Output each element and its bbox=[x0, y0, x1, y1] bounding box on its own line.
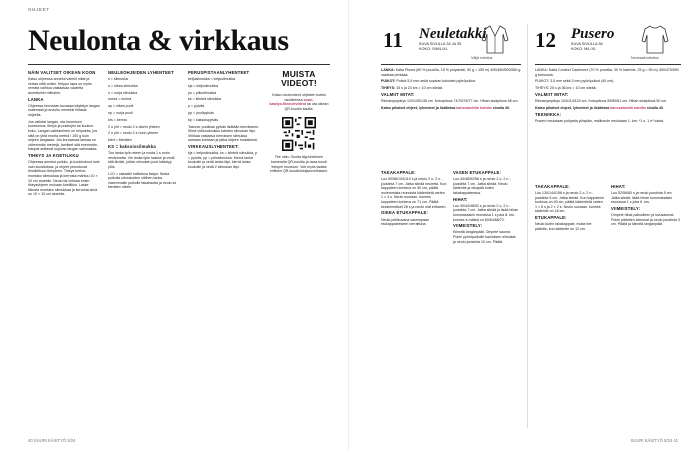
front-text: Neulo kuten takakappale, mutta tee pääntie, kun kädentie on 12 cm. bbox=[535, 222, 592, 231]
fit-caption: Väljä mitoitus bbox=[471, 56, 493, 60]
abbr-item: np = nurja puoli bbox=[108, 111, 133, 115]
back-heading: TAKAKAPPALE: bbox=[535, 184, 570, 189]
gauge-text: 15 s ja 24 krs = 10 cm sileää. bbox=[396, 86, 443, 91]
decrease-text: Tuo lanka työn eteen ja nosta 1 s nurin neulematta. Vie lanka työn taakse ja vedä sitä tiiviisti, jolloin silmukan juuri kääntyy ylös. bbox=[108, 151, 175, 169]
extra-text: L1O = vakaalle kallistuva lisäys: Nosta puikolla silmukoiden välinen lanka vasemmalle puikolle takakautta ja neulo se kiertäen oikein. bbox=[108, 171, 177, 190]
needles-label: PUIKOT: bbox=[381, 79, 396, 84]
crochet-item: pp = puolipylväs bbox=[188, 111, 214, 115]
intro-heading: NÄIN VALITSET OIKEAN KOON bbox=[28, 70, 96, 75]
cardigan-icon bbox=[481, 24, 509, 54]
sleeves-heading: HIHAT: bbox=[453, 196, 468, 202]
crochet-item: p = pylväs bbox=[188, 104, 205, 109]
model-size-line: KUVA SIVULLA 34 JA 35 bbox=[419, 42, 462, 46]
crochet-item: ps = piilosilmukka bbox=[188, 90, 217, 95]
video-title: MUISTA VIDEOT! bbox=[281, 69, 317, 88]
model-title: Neuletakki bbox=[419, 26, 487, 42]
model1-col-b bbox=[453, 170, 519, 430]
tip-text: Katso pikaiset ohjeet, lyhenteet ja lisätietoa kanssatoiviin kohtiin sivulla 40. bbox=[381, 105, 511, 110]
model-number: 12 bbox=[535, 28, 556, 52]
abbr-item: nurea = nurina bbox=[108, 97, 132, 102]
finish-heading: VIIMEISTELY: bbox=[453, 223, 483, 229]
crochet-sub-text: kjs = ketjusilmukka, ks = kiinteä silmukka, p = pylväs, pp = piilosilmukka. Kierrä lanka koukulle ja vedä lanka läpi, kierrä lanka koukulle ja vedä 2 silmukan läpi. bbox=[188, 151, 258, 169]
qr-code-icon[interactable] bbox=[282, 117, 316, 151]
yarn-label: LANKA: bbox=[381, 68, 395, 72]
gauge-label: TIHEYS: bbox=[381, 86, 396, 91]
finish-text: Ompele hihat paikoilleen ja sivusaumat. Poimi pääntien silmukat ja neulo joustinta 3 cm. Päätä ja kiinnitä langanpäät. bbox=[611, 213, 680, 227]
measures-text: Rinnanympärys 104/114/124 cm. Kokopituus 59/60/61 cm. Hihan sisäpituus 50 cm. bbox=[535, 99, 668, 104]
abbr-item: s = silmukka bbox=[108, 77, 128, 82]
crochet-sub-heading: VIRKKAUSLYHENTEET: bbox=[188, 144, 239, 150]
section-tag: OHJEET bbox=[28, 7, 50, 12]
finish-heading: VIIMEISTELY: bbox=[611, 206, 641, 212]
back-text: Luo 90/98/104/110 s ja neulo 2 o, 2 n -joustinta 7 cm. Jatka sileää neuletta. Kun kappaleen korkeus on 50 cm, päätä molemmista reunoista kädentietä varten 1 × 4 s. Neulo suoraan, kunnes kappaleen korkeus on 71 cm. Päätä keskimmäiset 28 s ja neulo olat erikseen. bbox=[381, 177, 447, 209]
model-title: Pusero bbox=[571, 26, 615, 42]
decrease-heading: KS = kaksoissilmukka bbox=[108, 143, 156, 149]
back-heading: TAKAKAPPALE: bbox=[381, 170, 416, 175]
model-number: 11 bbox=[383, 28, 403, 52]
tip-accent: kanssatoiviin kohtiin bbox=[610, 105, 646, 110]
sleeves-text: Luo 40/44/48/52 s ja neulo 2 o, 2 n -joustinta 7 cm. Jatka sileää ja lisää hihan kummassakin reunassa 1 s joka 8. krs, kunnes s-määrä on 60/64/68/72. bbox=[453, 203, 519, 222]
crochet-heading: PERUSPISTAANLYHENTEET bbox=[188, 70, 250, 75]
model2-col-b bbox=[611, 184, 681, 430]
yarn-text: Katia Pluma (80 % puuvilla, 15 % polyamidi, 50 g = 150 m) 400/450/500/550 g vaaleaa perskaa. bbox=[381, 68, 521, 77]
abbr-column bbox=[108, 70, 180, 430]
right-front-text: Neulo peilikuvana vasempaan etukappaleeseen verrattuna. bbox=[381, 217, 429, 227]
right-page bbox=[348, 0, 696, 450]
crochet-column bbox=[188, 70, 260, 430]
crochet-item: kjs = ketjusilmukka bbox=[188, 83, 219, 88]
video-link[interactable]: suuri-kasityo.fi/neulevideot bbox=[269, 97, 314, 107]
crochet-item: ks = kiinteä silmukka bbox=[188, 97, 222, 102]
tip-accent: kanssatoiviin kohtiin bbox=[456, 105, 492, 110]
title-rule bbox=[28, 64, 330, 65]
model-size-line: KUVA SIVULLA 36 bbox=[571, 42, 603, 46]
front-text: Luo 44/48/52/56 s ja neulo 2 o, 2 n -joustinta 7 cm. Jatka sileää. Neulo kädentie ja olkapää kuten takakappaleessa. bbox=[453, 177, 511, 195]
needles-text: PUIKOT: 3,5 mm sekä 3 mm pyöröpuikot (40 cm). bbox=[535, 79, 615, 84]
video-note: Tee näin: Osoita älypuhelimen kameralla QR-koodia ja avaa koodi tietojen muotoon. Voit myös ladata erillisen QR-koodinlukijasovelluksen. bbox=[269, 155, 329, 174]
model1-intro bbox=[381, 68, 521, 168]
abbr-heading: NEULEOHJEIDEN LYHENTEET bbox=[108, 70, 174, 75]
right-front-heading: OIKEA ETUKAPPALE: bbox=[381, 210, 429, 216]
finish-text: Kiinnitä langanpäät. Ompele sauma. Poimi pyöröpuikolle kauluksen silmukat ja neulo joustinta 10 cm. Päätä. bbox=[453, 230, 516, 244]
abbr-item: o = oikea silmukka bbox=[108, 83, 138, 88]
front-heading: ETUKAPPALE: bbox=[535, 215, 567, 221]
page-title: Neulonta & virkkaus bbox=[28, 24, 289, 57]
model1-col-a bbox=[381, 170, 447, 430]
needles-text: Puikot 5,5 mm sekä sopivan kokoiset pyöröpuikot. bbox=[396, 79, 477, 84]
abbr-item: op = oikea puoli bbox=[108, 104, 134, 109]
video-box bbox=[268, 70, 330, 174]
front-heading: VASEN ETUKAPPALE: bbox=[453, 170, 502, 175]
page-folio: SUURI KÄSITYÖ 5/24 41 bbox=[630, 438, 678, 443]
tension-heading: TIHEYS JA KOETILKKU bbox=[28, 153, 79, 159]
abbr-item: n = nurja silmukka bbox=[108, 90, 138, 95]
yarn-heading: LANKA bbox=[28, 96, 44, 102]
back-text: Luo 130/144/156 s ja neulo 2 o, 2 n -joustinta 5 cm. Jatka sileää. Kun kappaleen korkeus on 40 cm, päätä kädentietä varten 1 × 6 s ja 2 × 2 s. Neulo suoraan, kunnes kädentie on 18 cm. bbox=[535, 191, 605, 214]
abbr-item: kiert = kiertäen bbox=[108, 138, 132, 143]
page-folio: 40 SUURI KÄSITYÖ 5/24 bbox=[28, 438, 76, 443]
model-sub bbox=[571, 42, 651, 51]
intro-column bbox=[28, 70, 100, 430]
abbr-item: 2 o yht = neulo 2 s oikein yhteen bbox=[108, 124, 160, 129]
video-text bbox=[268, 93, 330, 111]
yarn-text: Ohjeessa kerrotaan kuvassa käytetyn langan materiaali ja arvioitu menekki lihtasia ohjeella. bbox=[28, 103, 100, 117]
gauge-text: TIHEYS: 25 s ja 36 krs = 10 cm sileää. bbox=[535, 86, 597, 91]
intro-text: Katso ohjeessa annetut valmiit mitat ja vertaa niitä omiisi. Helppo tapa on myös verrata vaihtoa vastaavaa vaatetta annettuihin mittoihin. bbox=[28, 77, 92, 95]
measures-heading: VALMIIT MITAT: bbox=[381, 91, 415, 97]
fit-caption: Normaali mitoitus bbox=[631, 56, 659, 60]
column-divider bbox=[527, 24, 528, 428]
crochet-item: ketjusilmukka = ketjusilmukka bbox=[188, 77, 236, 82]
pattern-text: Pusero neulotaan pohjasta ylöspäin, mallineule neulotaan 1. krs: *1 o, 1 n* toista. bbox=[535, 118, 665, 123]
sweater-icon bbox=[641, 24, 669, 54]
model1-rule bbox=[381, 64, 521, 65]
abbr-item: krs = kerros bbox=[108, 117, 127, 122]
sleeves-text: Luo 52/56/60 s ja neulo joustinta 5 cm. Jatka sileää, lisää hihan kummassakin reunassa 1 s joka 6. krs. bbox=[611, 191, 673, 205]
crochet-item: kp = kaksoispylväs bbox=[188, 117, 219, 122]
video-intro: Katso neulevideot ohjeiden tueksi osoitteessa bbox=[272, 93, 326, 102]
model-sizes: KOKO: M/L/XL bbox=[571, 46, 597, 51]
gauge-text: Jos vaihdat langan, ota huomioon koostumus, tiheys ja pukkojen tai kuukun koko. Langan vaihtaminen on helpointa, jos siitä on yhtä monta metriä / 100 g kuin ohjeen langassa. Jos korvaavaa lankaa on vähemmän metrejä, tarvitset sitä enemmän. Kaupat auttavat sopivan langan valinnassa. bbox=[28, 119, 98, 152]
measures-heading: VALMIIT MITAT: bbox=[535, 91, 569, 97]
abbr-item: 2 n yht = neulo 2 s nurin yhteen bbox=[108, 131, 159, 136]
tension-text: Ohjeessa annetut puikko- ja koukkukoot ovat vain suosituksia, ja ohjeet perustuvat ilmoitettuun tiheyteen. Tiheys kertoo, montako silmukkaa ja kerrosta mahtuu 10 × 10 cm alueelle. Neulo tai virkkaa ensin tiheysohjeen mukaan koetilkku. Laske tilkusta montako silmukkaa ja kerrosta siinä on 10 × 10 cm alueella. bbox=[28, 160, 100, 197]
crochet-text: Tasona: puolikas pylväs lisätään kerrokseen. Siirrä virkkuukoukku kahden silmukan läpi. Virkkaa vastaava kerroksen silmukka samaan kohtaan ja jatka ohjeen mukaisesti. bbox=[188, 124, 260, 143]
model2-col-a bbox=[535, 184, 605, 430]
sleeves-heading: HIHAT: bbox=[611, 184, 626, 189]
yarn-text: LANKA: Katia Comfort Cashmere (70 % puuvilla, 30 % kashmir, 25 g = 95 m) 400/475/550 g turkoosia. bbox=[535, 68, 679, 77]
pattern-heading: TEKNIIKKA: bbox=[535, 111, 562, 117]
model-sizes: KOKO: S/M/L/XL bbox=[419, 46, 448, 51]
model2-intro bbox=[535, 68, 681, 180]
model2-rule bbox=[535, 64, 681, 65]
tip-text: Katso pikaiset ohjeet, lyhenteet ja lisätietoa kanssatoiviin kohtiin sivulla 40. bbox=[535, 105, 665, 110]
video-after: tai ota oikean QR-koodin kautta. bbox=[284, 102, 329, 111]
measures-text: Rinnanympärys 120/130/136 cm. Kokopituus 74/75/76/77 cm. Hihan sisäpituus 48 cm. bbox=[381, 99, 519, 104]
